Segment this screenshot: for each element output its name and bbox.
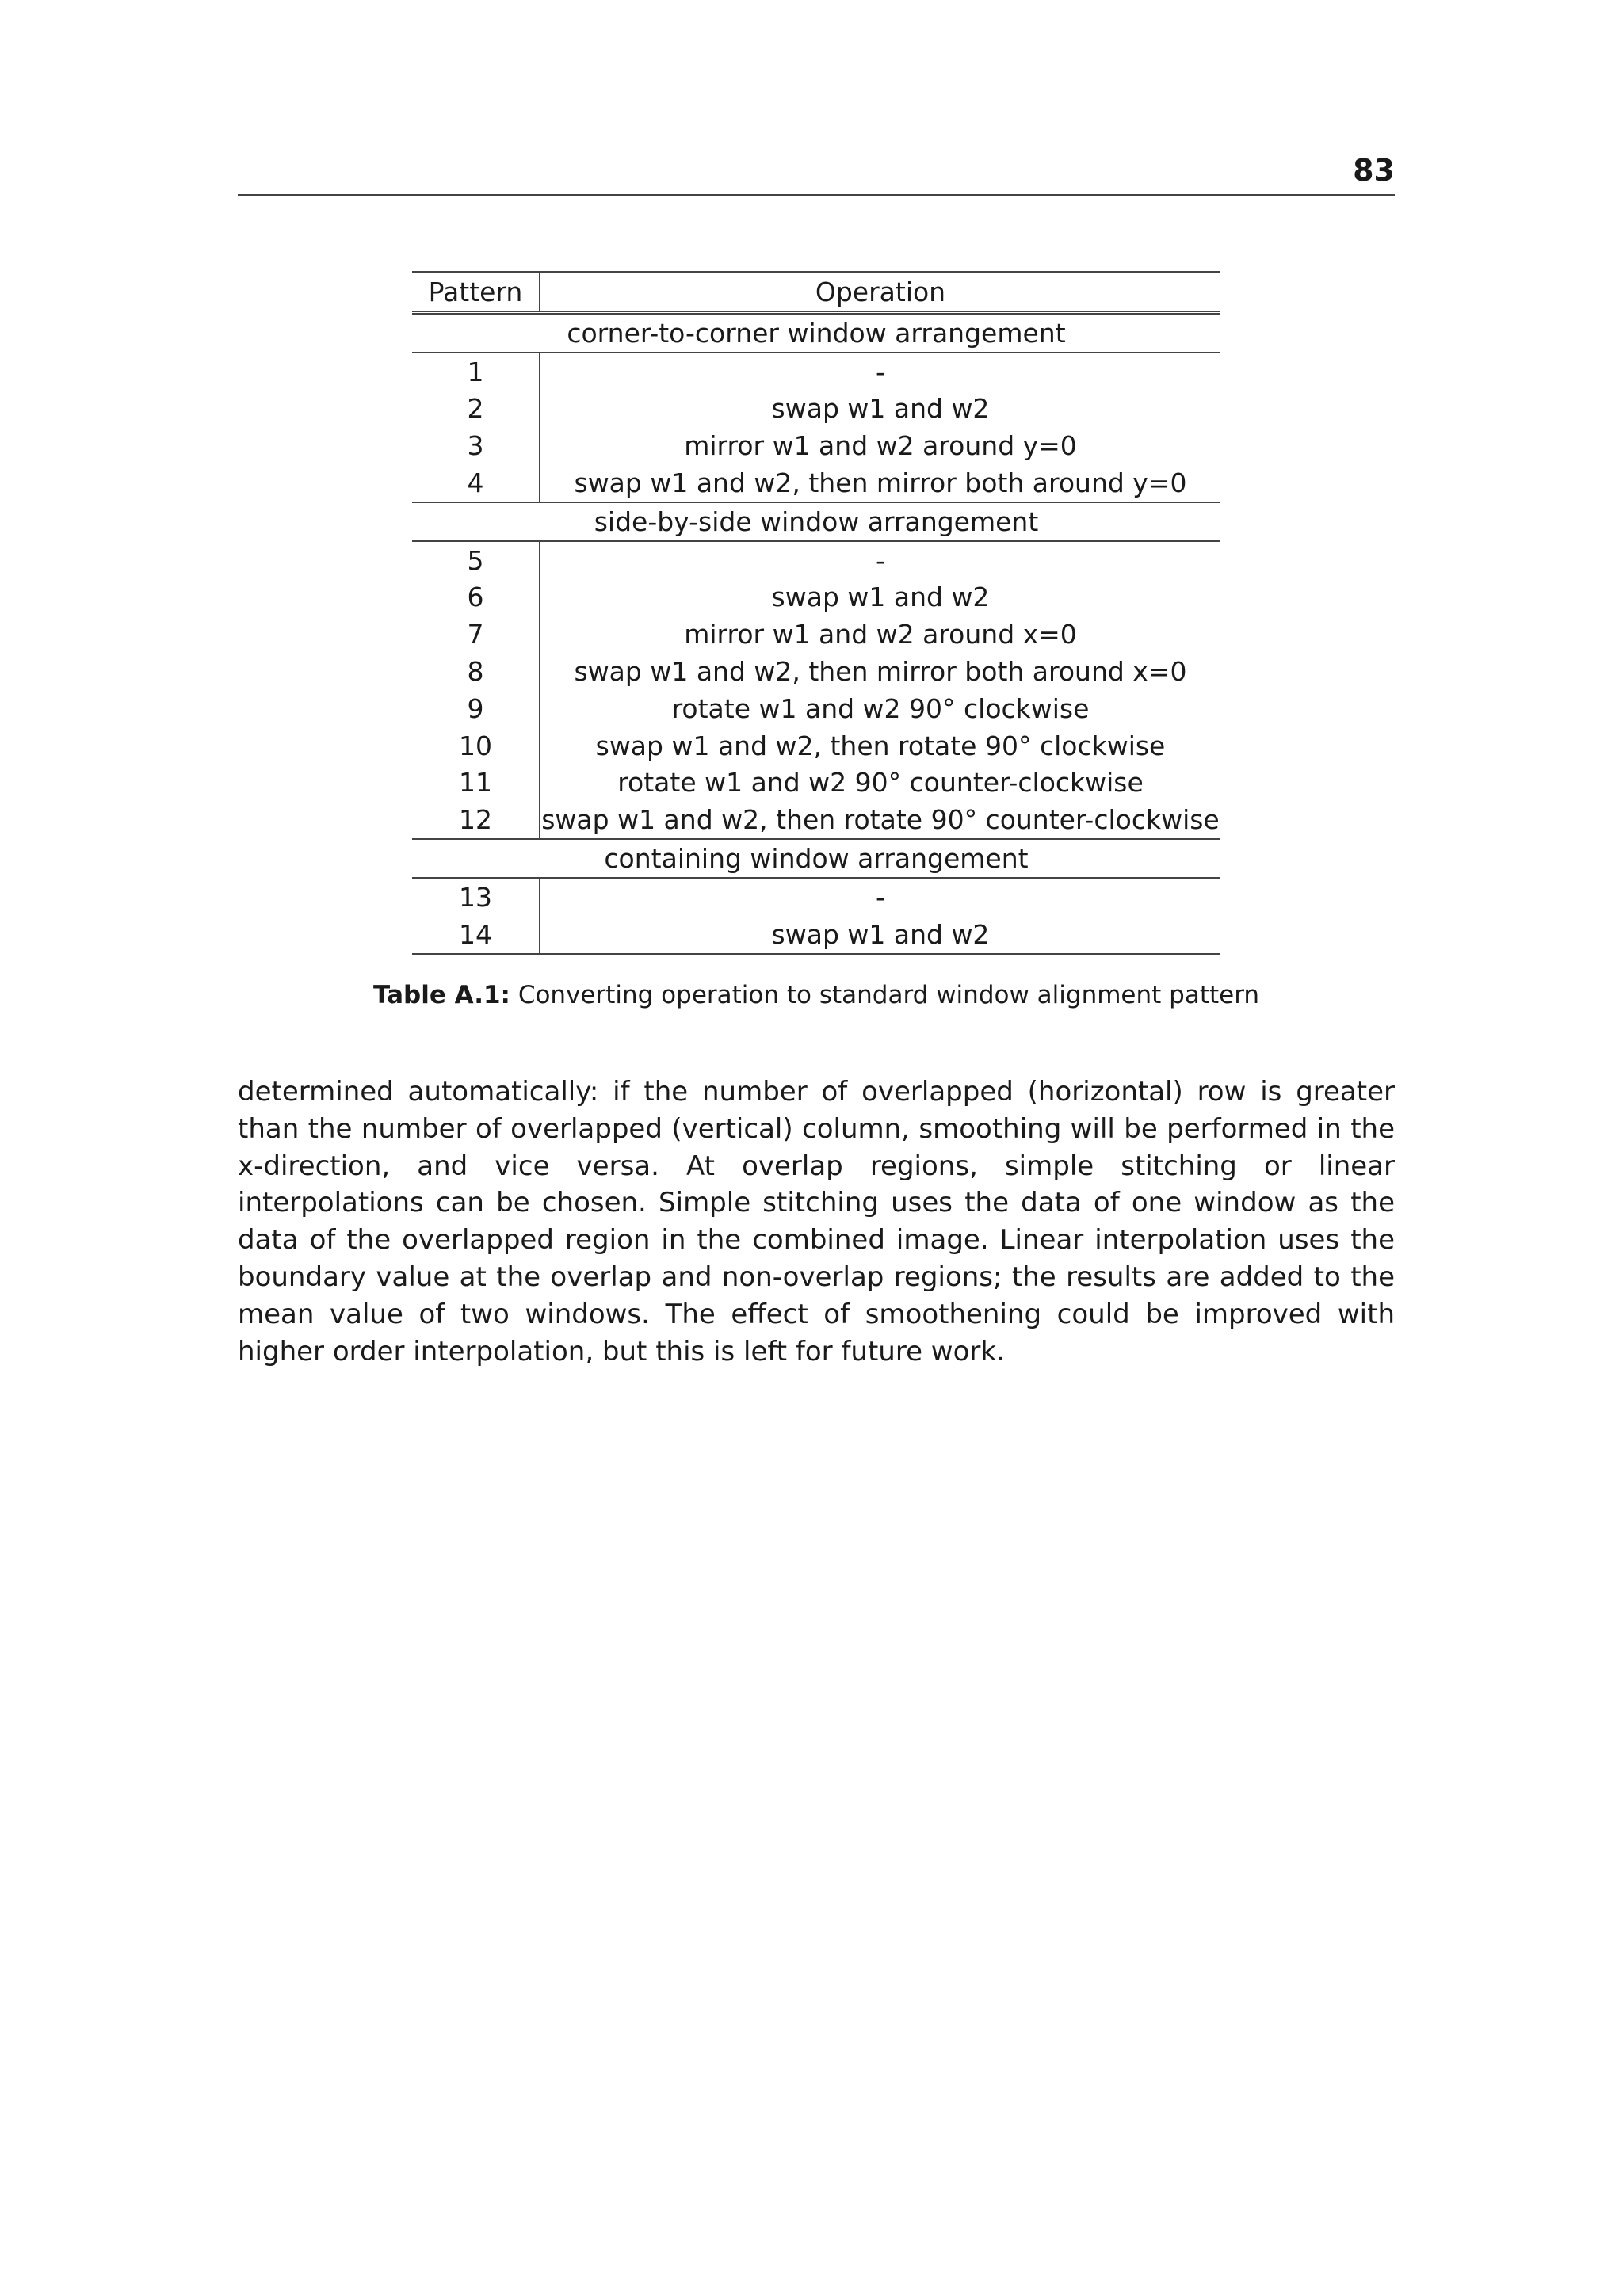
section-title: containing window arrangement — [412, 839, 1220, 878]
operation-cell: swap w1 and w2, then mirror both around x=0 — [574, 656, 1187, 688]
table-row — [412, 616, 1220, 653]
section-title: side-by-side window arrangement — [412, 502, 1220, 541]
table-container — [412, 271, 1220, 955]
table-row — [412, 541, 1220, 579]
table-row — [412, 801, 1220, 839]
table-row — [412, 653, 1220, 690]
caption-label: Table A.1: — [372, 981, 510, 1009]
operation-cell: swap w1 and w2 — [771, 393, 990, 425]
table-row — [412, 464, 1220, 502]
table-header-row — [412, 272, 1220, 313]
pattern-cell: 11 — [412, 765, 540, 802]
section-row — [412, 313, 1220, 353]
body-paragraph: determined automatically: if the number of overlapped (horizontal) row is greater than the number of overlapped (vertical) column, smoothing will be performed in the x-direction, and vice versa. At overlap regions, simple stitching or linear interpolations can be chosen. Simple stitching uses the data of one window as the data of the overlapped region in the combined image. Linear interpolation uses the boundary value at the overlap and non-overlap regions; the results are added to the mean value of two windows. The effect of smoothening could be improved with higher order interpolation, but this is left for future work. — [238, 1076, 1395, 1367]
operation-cell: mirror w1 and w2 around y=0 — [684, 430, 1077, 462]
operation-cell: - — [876, 544, 885, 576]
pattern-cell: 2 — [412, 391, 540, 428]
pattern-cell: 3 — [412, 427, 540, 464]
operation-cell: - — [876, 356, 885, 387]
operation-cell: rotate w1 and w2 90° counter-clockwise — [617, 767, 1144, 799]
pattern-cell: 9 — [412, 690, 540, 727]
pattern-cell: 14 — [412, 916, 540, 954]
header-operation: Operation — [540, 272, 1220, 313]
header-pattern: Pattern — [412, 272, 540, 313]
operation-cell: swap w1 and w2, then rotate 90° clockwise — [595, 730, 1166, 761]
pattern-cell: 4 — [412, 464, 540, 502]
pattern-cell: 13 — [412, 878, 540, 916]
operation-cell: swap w1 and w2, then rotate 90° counter-clockwise — [541, 804, 1220, 836]
operation-cell: swap w1 and w2, then mirror both around y=0 — [574, 467, 1187, 499]
operation-cell: - — [876, 881, 885, 913]
table-caption — [238, 981, 1395, 1009]
table-row — [412, 727, 1220, 765]
section-title: corner-to-corner window arrangement — [412, 313, 1220, 353]
section-row — [412, 502, 1220, 541]
table-row — [412, 878, 1220, 916]
pattern-cell: 1 — [412, 353, 540, 391]
table-row — [412, 690, 1220, 727]
table-row — [412, 916, 1220, 954]
table-row — [412, 391, 1220, 428]
operations-table — [412, 271, 1220, 955]
header-rule — [238, 194, 1395, 196]
table-row — [412, 353, 1220, 391]
section-row — [412, 839, 1220, 878]
body-text — [238, 1074, 1395, 1370]
operation-cell: rotate w1 and w2 90° clockwise — [671, 692, 1090, 724]
pattern-cell: 6 — [412, 579, 540, 616]
operation-cell: mirror w1 and w2 around x=0 — [684, 619, 1077, 650]
pattern-cell: 5 — [412, 541, 540, 579]
operation-cell: swap w1 and w2 — [771, 582, 990, 613]
caption-text: Converting operation to standard window alignment pattern — [517, 981, 1260, 1009]
pattern-cell: 10 — [412, 727, 540, 765]
page-number: 83 — [1353, 153, 1395, 188]
pattern-cell: 12 — [412, 801, 540, 839]
pattern-cell: 7 — [412, 616, 540, 653]
pattern-cell: 8 — [412, 653, 540, 690]
table-row — [412, 579, 1220, 616]
table-row — [412, 427, 1220, 464]
operation-cell: swap w1 and w2 — [540, 916, 1220, 954]
table-row — [412, 765, 1220, 802]
